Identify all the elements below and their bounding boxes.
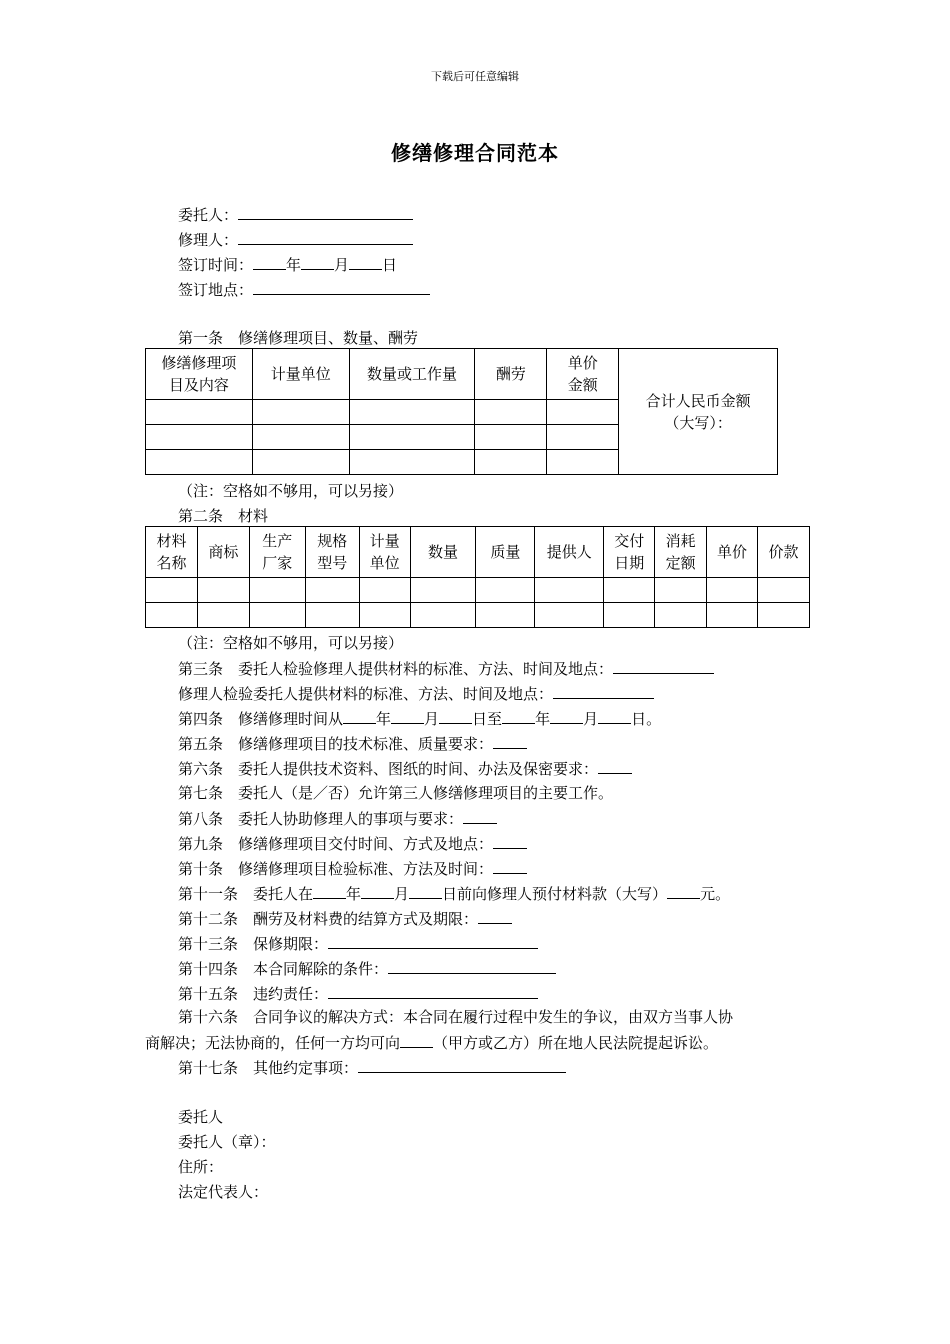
header-unit-price: 单价 xyxy=(707,527,758,578)
header-quality: 质量 xyxy=(476,527,535,578)
article1-heading: 第一条 修缮修理项目、数量、酬劳 xyxy=(178,329,419,347)
header-amount: 价款 xyxy=(758,527,810,578)
article5-field[interactable] xyxy=(493,733,527,749)
article14-field[interactable] xyxy=(388,958,556,974)
article10-field[interactable] xyxy=(493,858,527,874)
signature-address: 住所： xyxy=(178,1158,224,1176)
article14: 第十四条 本合同解除的条件： xyxy=(178,958,556,979)
article1-note: （注：空格如不够用，可以另接） xyxy=(178,482,404,500)
month-label: 月 xyxy=(334,256,350,274)
sign-place-line xyxy=(178,279,430,300)
sign-place-label: 签订地点： xyxy=(178,281,254,299)
total-amount-cell[interactable]: 合计人民币金额 （大写）： xyxy=(619,349,778,475)
header-quantity: 数量或工作量 xyxy=(349,349,475,400)
client-line xyxy=(178,204,413,225)
article13: 第十三条 保修期限： xyxy=(178,933,538,954)
article11: 第十一条 委托人在 年 月 日前向修理人预付材料款（大写） 元。 xyxy=(178,885,731,903)
article3-field[interactable] xyxy=(613,658,714,674)
header-unit: 计量单位 xyxy=(252,349,349,400)
article9-field[interactable] xyxy=(493,833,527,849)
sign-month-field[interactable] xyxy=(301,254,334,270)
header-quantity: 数量 xyxy=(410,527,476,578)
signature-seal: 委托人（章）： xyxy=(178,1133,276,1151)
article17-field[interactable] xyxy=(358,1057,566,1073)
article3b-field[interactable] xyxy=(553,683,654,699)
header-note: 下载后可任意编辑 xyxy=(431,70,519,83)
header-provider: 提供人 xyxy=(535,527,604,578)
repairer-line xyxy=(178,229,413,250)
table-row xyxy=(146,578,810,603)
header-material-name: 材料 名称 xyxy=(146,527,198,578)
article16-line2: 商解决；无法协商的，任何一方均可向 （甲方或乙方）所在地人民法院提起诉讼。 xyxy=(145,1034,719,1052)
client-field[interactable] xyxy=(238,204,413,220)
article8: 第八条 委托人协助修理人的事项与要求： xyxy=(178,808,497,829)
article3b: 修理人检验委托人提供材料的标准、方法、时间及地点： xyxy=(178,683,654,704)
article9: 第九条 修缮修理项目交付时间、方式及地点： xyxy=(178,833,527,854)
repairer-label: 修理人： xyxy=(178,231,239,249)
header-measure-unit: 计量 单位 xyxy=(359,527,410,578)
sign-day-field[interactable] xyxy=(349,254,382,270)
article12: 第十二条 酬劳及材料费的结算方式及期限： xyxy=(178,908,512,929)
signature-legal-rep: 法定代表人： xyxy=(178,1183,269,1201)
sign-time-label: 签订时间： xyxy=(178,256,254,274)
article4: 第四条 修缮修理时间从 年 月 日至 年 月 日。 xyxy=(178,710,662,728)
article1-table xyxy=(145,348,778,475)
header-delivery-date: 交付 日期 xyxy=(604,527,655,578)
article12-field[interactable] xyxy=(478,908,512,924)
header-fee: 酬劳 xyxy=(475,349,547,400)
table-header-row xyxy=(146,349,778,400)
article16-line1: 第十六条 合同争议的解决方式：本合同在履行过程中发生的争议，由双方当事人协 xyxy=(178,1008,734,1026)
article10: 第十条 修缮修理项目检验标准、方法及时间： xyxy=(178,858,527,879)
sign-place-field[interactable] xyxy=(253,279,430,295)
article16-field[interactable] xyxy=(400,1032,433,1048)
signature-party: 委托人 xyxy=(178,1108,224,1126)
article7: 第七条 委托人（是／否）允许第三人修缮修理项目的主要工作。 xyxy=(178,784,614,802)
header-consumption: 消耗 定额 xyxy=(655,527,707,578)
table-row xyxy=(146,603,810,628)
table-header-row xyxy=(146,527,810,578)
article5: 第五条 修缮修理项目的技术标准、质量要求： xyxy=(178,733,527,754)
client-label: 委托人： xyxy=(178,206,239,224)
article13-field[interactable] xyxy=(328,933,538,949)
page-title: 修缮修理合同范本 xyxy=(391,141,559,165)
header-item: 修缮修理项 目及内容 xyxy=(146,349,253,400)
article15: 第十五条 违约责任： xyxy=(178,983,538,1004)
article3: 第三条 委托人检验修理人提供材料的标准、方法、时间及地点： xyxy=(178,658,714,679)
header-manufacturer: 生产 厂家 xyxy=(249,527,305,578)
article15-field[interactable] xyxy=(328,983,538,999)
article17: 第十七条 其他约定事项： xyxy=(178,1057,566,1078)
article6: 第六条 委托人提供技术资料、图纸的时间、办法及保密要求： xyxy=(178,758,632,779)
article6-field[interactable] xyxy=(598,758,632,774)
article2-heading: 第二条 材料 xyxy=(178,507,269,525)
header-spec: 规格 型号 xyxy=(305,527,359,578)
repairer-field[interactable] xyxy=(238,229,413,245)
header-unit-price: 单价 金额 xyxy=(547,349,619,400)
article2-table xyxy=(145,526,810,628)
article8-field[interactable] xyxy=(463,808,497,824)
day-label: 日 xyxy=(382,256,398,274)
article2-note: （注：空格如不够用，可以另接） xyxy=(178,634,404,652)
sign-time-line xyxy=(178,254,397,275)
sign-year-field[interactable] xyxy=(253,254,286,270)
year-label: 年 xyxy=(286,256,302,274)
header-brand: 商标 xyxy=(197,527,249,578)
